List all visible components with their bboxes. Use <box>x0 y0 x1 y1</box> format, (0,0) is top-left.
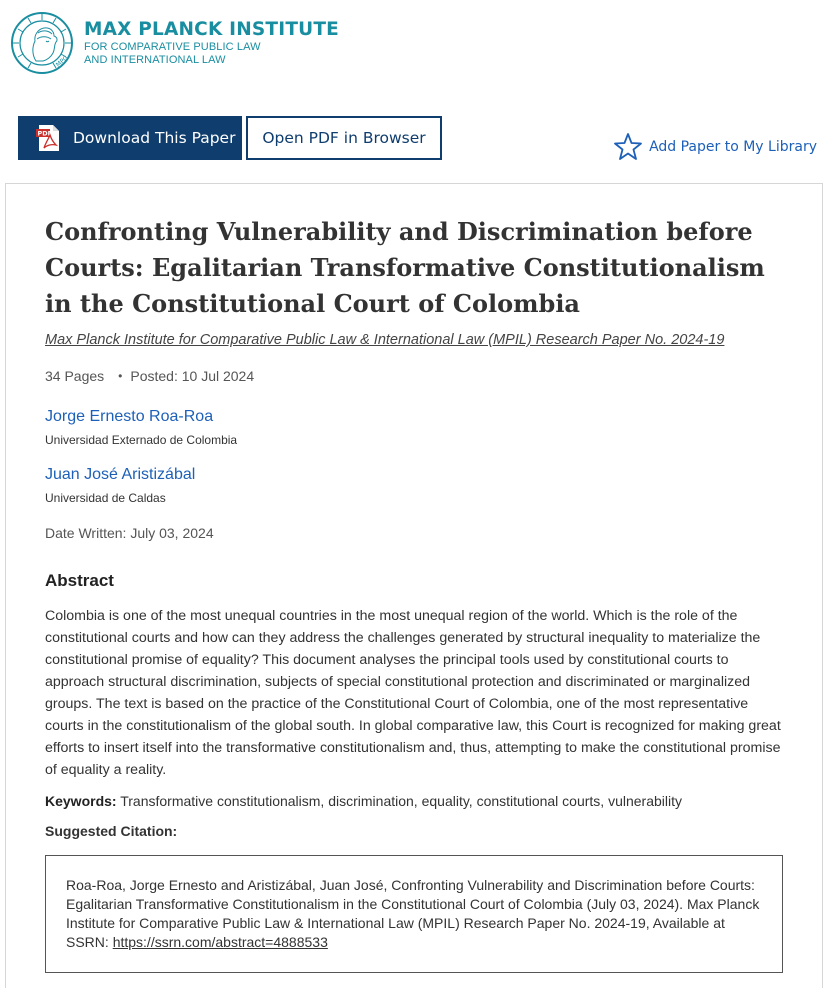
abstract-text: Colombia is one of the most unequal countries in the most unequal region of the world. Which is the role of the constitutional courts and how can they address the challenges generated by structural inequality to materialize the constitutional promise of equality? This document analyses the principal tools used by constitutional courts to approach structural discrimination, subjects of special constitutional protection and discriminated or marginalized groups. The text is based on the practice of the Constitutional Court of Colombia, one of the most representative courts in the constitutionalism of the global south. In global comparative law, this Court is recognized for making great efforts to insert itself into the transformative constitutionalism and, thus, attempting to make the constitutional promise of equality a reality. <box>45 608 781 778</box>
svg-text:PDF: PDF <box>37 129 53 138</box>
minerva-emblem-icon <box>10 11 74 75</box>
logo-subtitle-line-2: AND INTERNATIONAL LAW <box>84 54 226 66</box>
open-pdf-button[interactable] <box>246 116 442 160</box>
paper-card <box>5 183 823 988</box>
paper-meta <box>45 368 785 384</box>
author-affiliation: Universidad de Caldas <box>45 491 166 505</box>
add-to-library-link[interactable] <box>613 132 817 162</box>
download-paper-button[interactable] <box>18 116 242 160</box>
keywords-value: Transformative constitutionalism, discrimination, equality, constitutional courts, vulnerability <box>120 793 683 809</box>
author-affiliation: Universidad Externado de Colombia <box>45 433 238 447</box>
star-outline-icon <box>613 132 643 162</box>
citation-link[interactable]: https://ssrn.com/abstract=4888533 <box>112 934 328 950</box>
add-to-library-label: Add Paper to My Library <box>649 139 817 155</box>
open-pdf-label: Open PDF in Browser <box>262 129 426 147</box>
date-written: Date Written: July 03, 2024 <box>45 525 214 541</box>
svg-text:MPG: MPG <box>54 54 70 69</box>
author-entry <box>45 408 785 447</box>
citation-heading: Suggested Citation: <box>45 823 178 839</box>
abstract-heading: Abstract <box>45 571 114 590</box>
logo-text <box>84 19 339 67</box>
citation-box <box>45 855 783 973</box>
author-name-link[interactable]: Jorge Ernesto Roa-Roa <box>45 408 214 425</box>
series-link[interactable]: Max Planck Institute for Comparative Public Law & International Law (MPIL) Research Paper No. 2024-19 <box>45 332 725 348</box>
citation-text: Roa-Roa, Jorge Ernesto and Aristizábal, Juan José, Confronting Vulnerability and Discrimination before Courts: Egalitarian Transformative Constitutionalism in the Constitutional Court of Colombia (July 03, 2024). Max Planck Institute for Comparative Public Law & International Law (MPIL) Research Paper No. 2024-19, Available at SSRN: <box>66 877 760 950</box>
paper-content <box>45 214 785 973</box>
site-header <box>10 10 339 76</box>
keywords <box>45 793 785 809</box>
pdf-file-icon <box>36 124 62 152</box>
posted-date: Posted: 10 Jul 2024 <box>130 368 255 384</box>
keywords-label: Keywords: <box>45 793 117 809</box>
logo-title: MAX PLANCK INSTITUTE <box>84 19 340 40</box>
logo-subtitle-line-1: FOR COMPARATIVE PUBLIC LAW <box>84 41 261 53</box>
download-paper-label: Download This Paper <box>73 129 236 147</box>
paper-actions <box>18 116 819 160</box>
author-name-link[interactable]: Juan José Aristizábal <box>45 466 196 483</box>
page-count: 34 Pages <box>45 368 105 384</box>
paper-title: Confronting Vulnerability and Discrimination before Courts: Egalitarian Transformative Constitutionalism in the Constitutional Court of Colombia <box>45 217 765 318</box>
author-entry <box>45 466 785 505</box>
meta-separator: • <box>118 369 123 383</box>
